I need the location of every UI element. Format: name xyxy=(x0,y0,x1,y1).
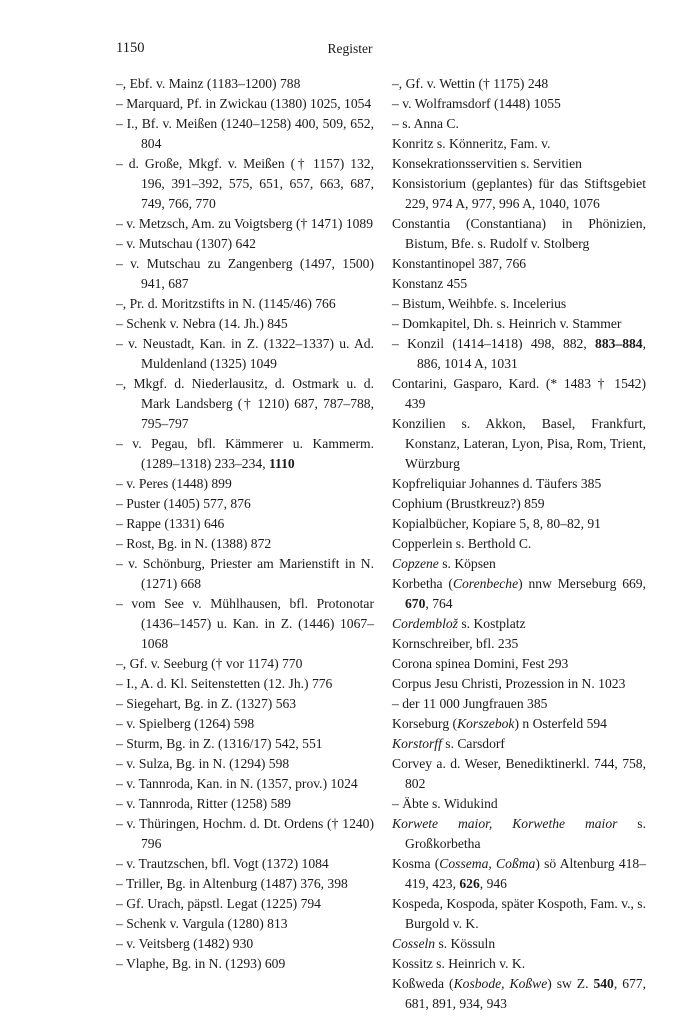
index-entry xyxy=(116,754,374,774)
index-entry-text: Konstanz 455 xyxy=(392,276,468,291)
index-entry-text: – Vlaphe, Bg. in N. (1293) 609 xyxy=(116,956,286,971)
index-entry-text: ) sö Altenburg 418–419, 423, xyxy=(405,856,647,891)
index-entry xyxy=(392,934,646,954)
index-entry-text: – Rost, Bg. in N. (1388) 872 xyxy=(116,536,272,551)
index-entry xyxy=(116,854,374,874)
index-entry-text: – Schenk v. Vargula (1280) 813 xyxy=(116,916,288,931)
index-entry-text: – Siegehart, Bg. in Z. (1327) 563 xyxy=(116,696,297,711)
index-entry xyxy=(392,734,646,754)
index-entry-text: ) sw Z. xyxy=(547,976,594,991)
index-entry xyxy=(392,894,646,934)
index-entry-text: – Triller, Bg. in Altenburg (1487) 376, 398 xyxy=(116,876,348,891)
index-entry xyxy=(116,594,374,654)
index-entry-text: Korstorff xyxy=(392,736,442,751)
index-entry-text: – v. Mutschau (1307) 642 xyxy=(116,236,256,251)
index-entry xyxy=(116,494,374,514)
index-entry xyxy=(116,774,374,794)
index-entry xyxy=(392,374,646,414)
index-entry-text: –, Mkgf. d. Niederlausitz, d. Ostmark u. d. Mark Landsberg († 1210) 687, 787–788, 795–797 xyxy=(116,376,374,431)
index-column-left xyxy=(116,74,374,974)
index-entry-text: –, Pr. d. Moritzstifts in N. (1145/46) 766 xyxy=(116,296,336,311)
index-entry xyxy=(116,254,374,294)
index-entry-text: Koßweda ( xyxy=(392,976,454,991)
index-entry xyxy=(116,914,374,934)
index-entry xyxy=(116,294,374,314)
index-entry-text: – v. Wolframsdorf (1448) 1055 xyxy=(392,96,561,111)
index-entry-text: Konstantinopel 387, 766 xyxy=(392,256,527,271)
index-entry xyxy=(392,954,646,974)
index-entry-text: – v. Sulza, Bg. in N. (1294) 598 xyxy=(116,756,290,771)
index-entry-text: Cophium (Brustkreuz?) 859 xyxy=(392,496,545,511)
index-entry xyxy=(392,674,646,694)
index-entry-text: – Rappe (1331) 646 xyxy=(116,516,225,531)
index-entry-text: – Gf. Urach, päpstl. Legat (1225) 794 xyxy=(116,896,321,911)
index-entry-text: Korseburg ( xyxy=(392,716,458,731)
index-entry-text: Kosbode, Koßwe xyxy=(453,976,548,991)
index-entry-text: Kopialbücher, Kopiare 5, 8, 80–82, 91 xyxy=(392,516,601,531)
index-entry-text: – Domkapitel, Dh. s. Heinrich v. Stammer xyxy=(392,316,622,331)
index-entry-text: 626 xyxy=(459,876,480,891)
index-column-right xyxy=(392,74,646,1014)
index-entry-text: Kopfreliquiar Johannes d. Täufers 385 xyxy=(392,476,602,491)
index-entry xyxy=(392,274,646,294)
index-entry-text: 883–884 xyxy=(595,336,643,351)
index-entry xyxy=(116,714,374,734)
index-entry-text: – I., A. d. Kl. Seitenstetten (12. Jh.) 776 xyxy=(116,676,333,691)
index-entry-text: Cossema, Coßma xyxy=(439,856,536,871)
index-entry-text: – Äbte s. Widukind xyxy=(392,796,498,811)
index-entry-text: Kosma ( xyxy=(392,856,440,871)
index-entry-text: –, Gf. v. Wettin († 1175) 248 xyxy=(392,76,549,91)
index-entry-text: Copperlein s. Berthold C. xyxy=(392,536,532,551)
index-entry xyxy=(116,694,374,714)
index-entry xyxy=(116,514,374,534)
index-entry-text: , 946 xyxy=(479,876,507,891)
index-entry-text: s. Großkorbetha xyxy=(405,816,646,851)
index-entry xyxy=(116,314,374,334)
index-entry-text: Corvey a. d. Weser, Benediktinerkl. 744, 758, 802 xyxy=(392,756,646,791)
index-entry xyxy=(392,814,646,854)
index-entry xyxy=(392,534,646,554)
running-title: Register xyxy=(327,41,373,56)
index-entry xyxy=(392,74,646,94)
index-entry-text: – d. Große, Mkgf. v. Meißen († 1157) 132, 196, 391–392, 575, 651, 657, 663, 687, 749, 766, 770 xyxy=(116,156,374,211)
page-number: 1150 xyxy=(116,40,145,56)
index-entry-text: s. Kostplatz xyxy=(457,616,526,631)
index-entry-text: Korwete maior, Korwethe maior xyxy=(392,816,618,831)
index-entry xyxy=(116,234,374,254)
index-entry-text: – v. Veitsberg (1482) 930 xyxy=(116,936,254,951)
index-entry xyxy=(116,154,374,214)
index-entry xyxy=(392,754,646,794)
index-entry xyxy=(392,134,646,154)
index-entry-text: –, Gf. v. Seeburg († vor 1174) 770 xyxy=(116,656,303,671)
index-entry xyxy=(392,154,646,174)
index-entry xyxy=(392,414,646,474)
index-entry-text: – Konzil (1414–1418) 498, 882, xyxy=(392,336,596,351)
index-entry-text: – Sturm, Bg. in Z. (1316/17) 542, 551 xyxy=(116,736,323,751)
index-entry xyxy=(116,674,374,694)
index-entry-text: Kossitz s. Heinrich v. K. xyxy=(392,956,526,971)
index-entry-text: – Schenk v. Nebra (14. Jh.) 845 xyxy=(116,316,288,331)
index-entry-text: , 886, 1014 A, 1031 xyxy=(417,336,646,371)
index-entry-text: Contarini, Gasparo, Kard. (* 1483 † 1542) 439 xyxy=(392,376,646,411)
index-entry-text: – v. Spielberg (1264) 598 xyxy=(116,716,255,731)
index-entry xyxy=(392,694,646,714)
index-entry-text: – vom See v. Mühlhausen, bfl. Protonotar (1436–1457) u. Kan. in Z. (1446) 1067–1068 xyxy=(116,596,374,651)
index-entry xyxy=(392,214,646,254)
index-entry-text: ) n Osterfeld 594 xyxy=(514,716,607,731)
index-entry xyxy=(116,214,374,234)
index-entry xyxy=(116,654,374,674)
index-entry-text: –, Ebf. v. Mainz (1183–1200) 788 xyxy=(116,76,301,91)
index-entry xyxy=(116,474,374,494)
index-entry xyxy=(392,94,646,114)
index-entry-text: – v. Metzsch, Am. zu Voigtsberg († 1471) 1089 xyxy=(116,216,374,231)
index-entry xyxy=(392,494,646,514)
index-entry-text: – v. Peres (1448) 899 xyxy=(116,476,232,491)
index-entry-text: Konsistorium (geplantes) für das Stiftsgebiet 229, 974 A, 977, 996 A, 1040, 1076 xyxy=(392,176,646,211)
index-entry xyxy=(392,614,646,634)
index-entry-text: 540 xyxy=(593,976,614,991)
index-entry-text: Cosseln xyxy=(392,936,436,951)
index-entry xyxy=(116,334,374,374)
index-entry xyxy=(392,314,646,334)
index-entry-text: , 764 xyxy=(425,596,453,611)
index-entry-text: – v. Neustadt, Kan. in Z. (1322–1337) u. Ad. Muldenland (1325) 1049 xyxy=(116,336,374,371)
index-entry-text: s. Köpsen xyxy=(438,556,496,571)
index-entry-text: – Marquard, Pf. in Zwickau (1380) 1025, 1054 xyxy=(116,96,372,111)
index-entry xyxy=(392,794,646,814)
index-entry-text: Konzilien s. Akkon, Basel, Frankfurt, Konstanz, Lateran, Lyon, Pisa, Rom, Trient, Würzburg xyxy=(392,416,646,471)
index-entry xyxy=(392,654,646,674)
index-entry-text: Konritz s. Könneritz, Fam. v. xyxy=(392,136,551,151)
index-entry xyxy=(392,474,646,494)
index-entry-text: – v. Mutschau zu Zangenberg (1497, 1500) 941, 687 xyxy=(116,256,374,291)
index-entry xyxy=(116,794,374,814)
index-entry xyxy=(392,974,646,1014)
index-entry-text: – v. Tannroda, Kan. in N. (1357, prov.) 1024 xyxy=(116,776,358,791)
index-entry xyxy=(392,174,646,214)
index-entry-text: 670 xyxy=(405,596,426,611)
index-entry xyxy=(116,814,374,854)
index-entry xyxy=(392,254,646,274)
index-entry xyxy=(116,94,374,114)
index-entry-text: Constantia (Constantiana) in Phönizien, Bistum, Bfe. s. Rudolf v. Stolberg xyxy=(392,216,646,251)
index-entry-text: – s. Anna C. xyxy=(392,116,459,131)
index-entry-text: , 677, 681, 891, 934, 943 xyxy=(405,976,646,1011)
index-entry xyxy=(116,874,374,894)
index-entry-text: Corona spinea Domini, Fest 293 xyxy=(392,656,569,671)
index-entry-text: – der 11 000 Jungfrauen 385 xyxy=(392,696,548,711)
index-entry-text: s. Carsdorf xyxy=(441,736,505,751)
index-entry-text: Corenbeche xyxy=(452,576,519,591)
index-entry-text: ) nnw Merseburg 669, xyxy=(518,576,646,591)
index-entry-text: Kornschreiber, bfl. 235 xyxy=(392,636,519,651)
index-entry xyxy=(116,74,374,94)
index-entry-text: Konsekrationsservitien s. Servitien xyxy=(392,156,582,171)
index-entry xyxy=(392,554,646,574)
index-entry-text: Copzene xyxy=(392,556,439,571)
index-entry xyxy=(116,374,374,434)
index-entry xyxy=(392,334,646,374)
index-entry xyxy=(392,634,646,654)
index-entry-text: Kospeda, Kospoda, später Kospoth, Fam. v., s. Burgold v. K. xyxy=(392,896,646,931)
index-entry-text: – v. Schönburg, Priester am Marienstift in N. (1271) 668 xyxy=(116,556,374,591)
index-entry-text: Cordemblož xyxy=(392,616,458,631)
index-entry-text: – I., Bf. v. Meißen (1240–1258) 400, 509, 652, 804 xyxy=(116,116,374,151)
index-entry xyxy=(116,534,374,554)
index-entry-text: – v. Thüringen, Hochm. d. Dt. Ordens († 1240) 796 xyxy=(116,816,374,851)
index-entry-text: – v. Trautzschen, bfl. Vogt (1372) 1084 xyxy=(116,856,329,871)
index-entry xyxy=(392,854,646,894)
index-entry xyxy=(116,434,374,474)
index-entry-text: 1110 xyxy=(269,456,295,471)
index-entry xyxy=(116,554,374,594)
index-entry-text: – v. Tannroda, Ritter (1258) 589 xyxy=(116,796,291,811)
index-entry-text: – v. Pegau, bfl. Kämmerer u. Kammerm. (1289–1318) 233–234, xyxy=(116,436,374,471)
index-entry xyxy=(392,574,646,614)
index-entry xyxy=(392,294,646,314)
index-entry xyxy=(116,954,374,974)
index-entry-text: – Puster (1405) 577, 876 xyxy=(116,496,251,511)
index-entry-text: Korszebok xyxy=(457,716,515,731)
index-entry-text: s. Kössuln xyxy=(435,936,496,951)
index-entry xyxy=(392,514,646,534)
index-entry xyxy=(116,114,374,154)
index-entry xyxy=(392,714,646,734)
index-entry xyxy=(116,934,374,954)
index-entry-text: – Bistum, Weihbfe. s. Incelerius xyxy=(392,296,567,311)
index-entry-text: Korbetha ( xyxy=(392,576,453,591)
index-entry xyxy=(116,894,374,914)
index-entry xyxy=(116,734,374,754)
index-entry xyxy=(392,114,646,134)
index-entry-text: Corpus Jesu Christi, Prozession in N. 1023 xyxy=(392,676,626,691)
